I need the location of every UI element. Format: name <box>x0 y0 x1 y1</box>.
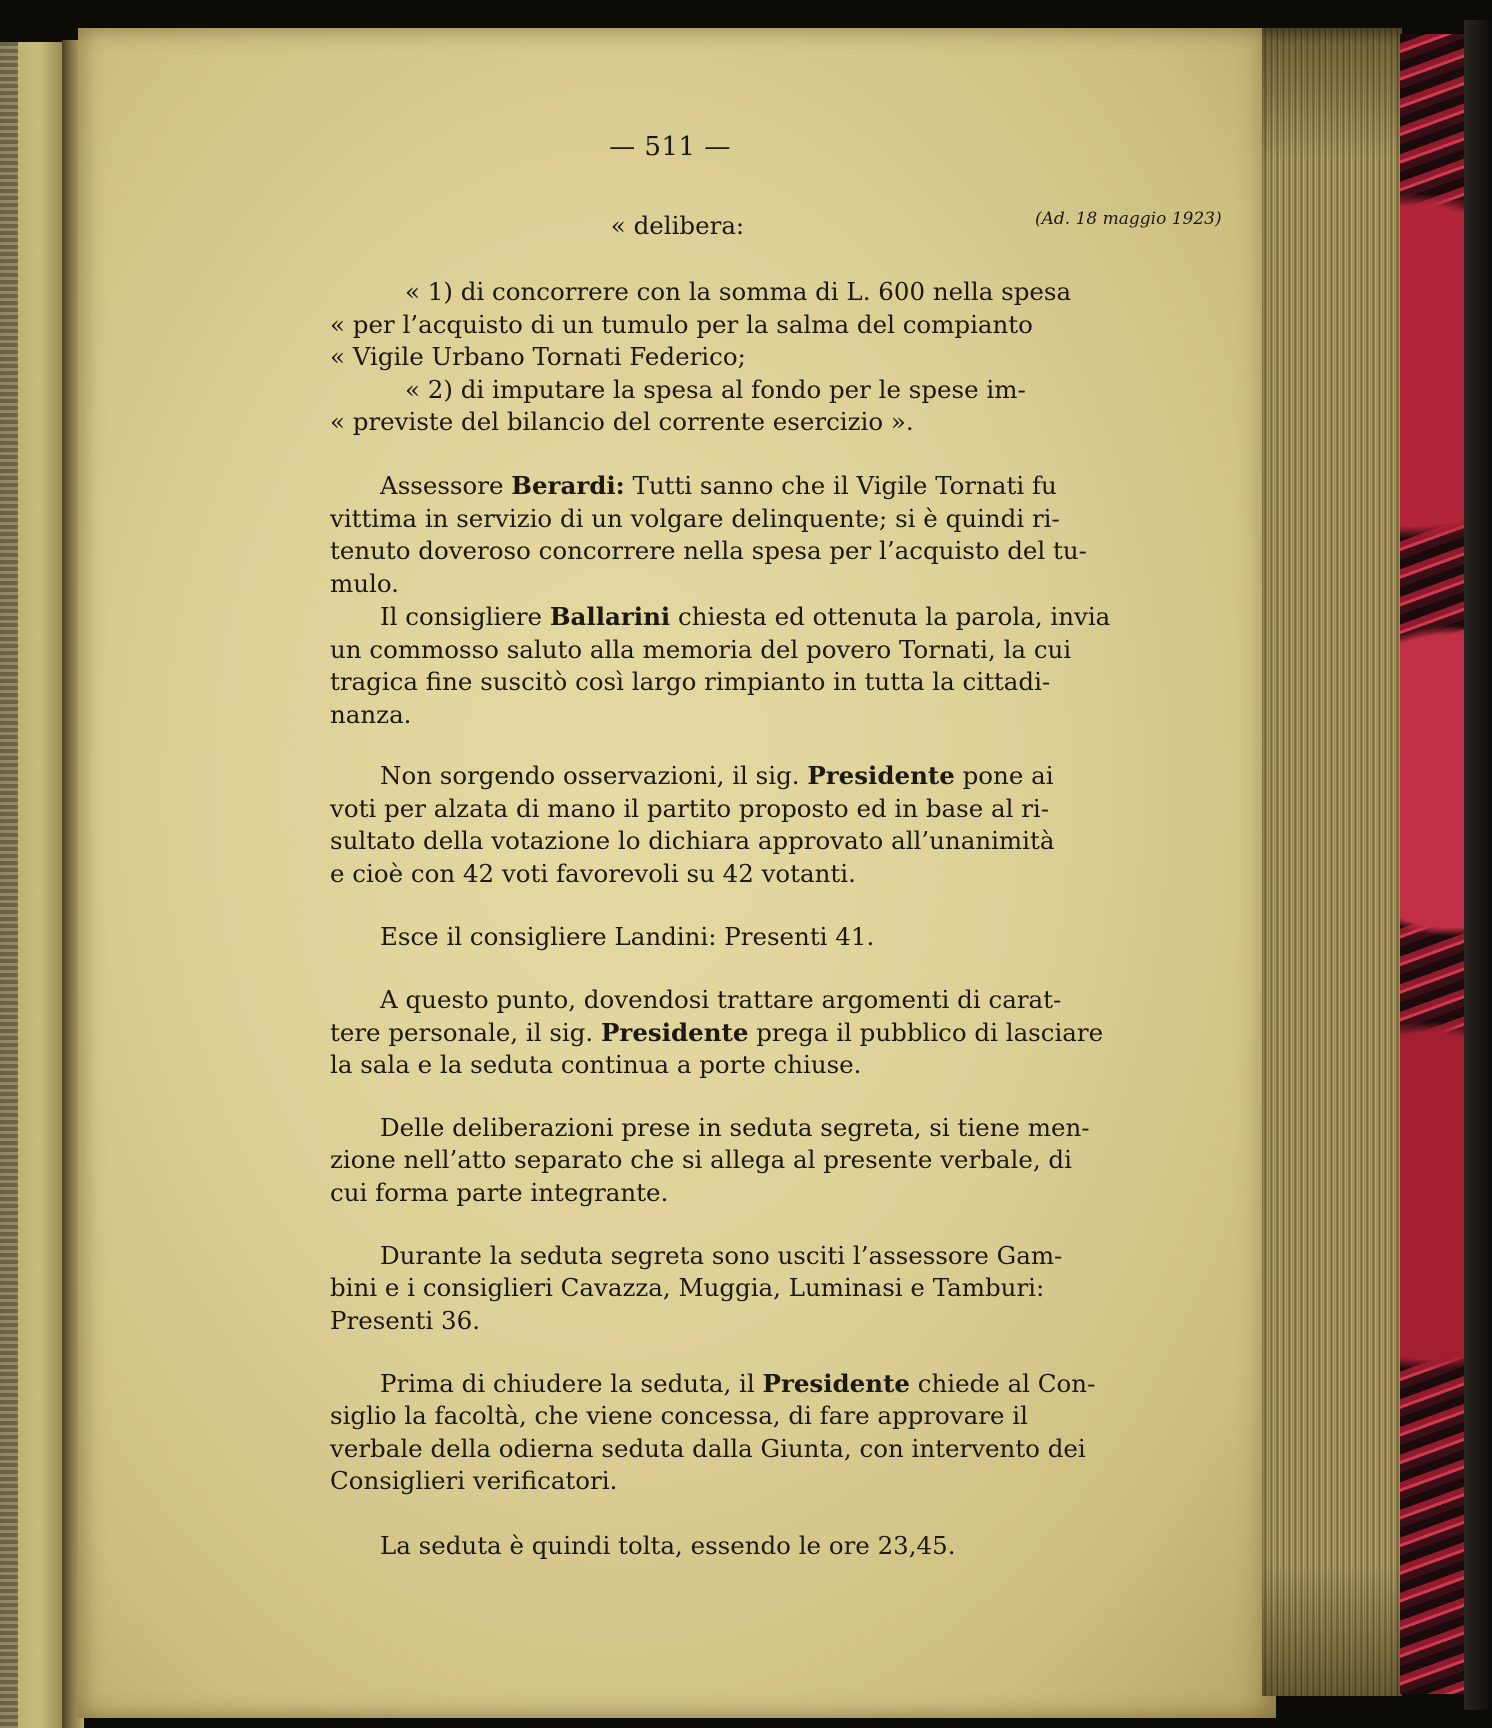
text-line: cui forma parte integrante. <box>330 1178 669 1207</box>
text-run: prega il pubblico di lasciare <box>748 1018 1104 1047</box>
text-line: vittima in servizio di un volgare delinquente; si è quindi ri- <box>330 504 1060 533</box>
text-line: Esce il consigliere Landini: Presenti 41. <box>380 922 875 951</box>
text-line: e cioè con 42 voti favorevoli su 42 votanti. <box>330 859 856 888</box>
text-line: Presenti 36. <box>330 1306 480 1335</box>
text-line: sultato della votazione lo dichiara approvato all’unanimità <box>330 826 1055 855</box>
text-line: « Vigile Urbano Tornati Federico; <box>330 342 746 371</box>
text-line: un commosso saluto alla memoria del povero Tornati, la cui <box>330 635 1072 664</box>
text-line: la sala e la seduta continua a porte chiuse. <box>330 1050 862 1079</box>
speaker-name: Berardi: <box>511 471 625 500</box>
text-line <box>330 1017 1104 1050</box>
text-line: Durante la seduta segreta sono usciti l’assessore Gam- <box>380 1241 1063 1270</box>
text-line: siglio la facoltà, che viene concessa, di fare approvare il <box>330 1401 1028 1430</box>
text-line: « delibera: <box>610 211 745 240</box>
text-line: verbale della odierna seduta dalla Giunta, con intervento dei <box>330 1434 1086 1463</box>
text-line: Consiglieri verificatori. <box>330 1466 618 1495</box>
text-line: A questo punto, dovendosi trattare argomenti di carat- <box>380 985 1062 1014</box>
text-line: mulo. <box>330 569 399 598</box>
text-line: zione nell’atto separato che si allega al presente verbale, di <box>330 1145 1072 1174</box>
text-line <box>380 470 1057 503</box>
text-line: « per l’acquisto di un tumulo per la salma del compianto <box>330 310 1033 339</box>
speaker-name: Presidente <box>807 761 955 790</box>
text-line: La seduta è quindi tolta, essendo le ore 23,45. <box>380 1531 956 1560</box>
text-line: tragica fine suscitò così largo rimpianto in tutta la cittadi- <box>330 667 1051 696</box>
cover-rim <box>1464 20 1492 1710</box>
text-line: Delle deliberazioni prese in seduta segreta, si tiene men- <box>380 1113 1090 1142</box>
text-line: « previste del bilancio del corrente esercizio ». <box>330 407 914 436</box>
text-run: Tutti sanno che il Vigile Tornati fu <box>624 471 1057 500</box>
text-line: bini e i consiglieri Cavazza, Muggia, Luminasi e Tamburi: <box>330 1273 1045 1302</box>
text-line: voti per alzata di mano il partito proposto ed in base al ri- <box>330 794 1050 823</box>
speaker-name: Presidente <box>600 1018 749 1047</box>
speaker-name: Ballarini <box>549 602 671 631</box>
text-line: tenuto doveroso concorrere nella spesa per l’acquisto del tu- <box>330 536 1087 565</box>
page-edges-shade <box>1262 28 1402 1696</box>
text-line <box>380 601 1111 634</box>
text-line: « 2) di imputare la spesa al fondo per le spese im- <box>405 375 1026 404</box>
text-run: chiesta ed ottenuta la parola, invia <box>670 602 1111 631</box>
text-run: Assessore <box>380 471 512 500</box>
text-line: nanza. <box>330 700 412 729</box>
text-run: pone ai <box>954 761 1054 790</box>
left-binding <box>0 42 18 1728</box>
text-line <box>380 760 1054 793</box>
speaker-name: Presidente <box>762 1369 910 1398</box>
text-run: Il consigliere <box>380 602 550 631</box>
text-line: « 1) di concorrere con la somma di L. 600 nella spesa <box>405 277 1072 306</box>
page-number: — 511 — <box>609 132 731 162</box>
text-run: tere personale, il sig. <box>330 1018 601 1047</box>
text-run: Prima di chiudere la seduta, il <box>380 1369 763 1398</box>
header-date: (Ad. 18 maggio 1923) <box>1035 209 1222 229</box>
text-line <box>380 1368 1096 1401</box>
text-run: chiede al Con- <box>909 1369 1096 1398</box>
text-run: Non sorgendo osservazioni, il sig. <box>380 761 808 790</box>
